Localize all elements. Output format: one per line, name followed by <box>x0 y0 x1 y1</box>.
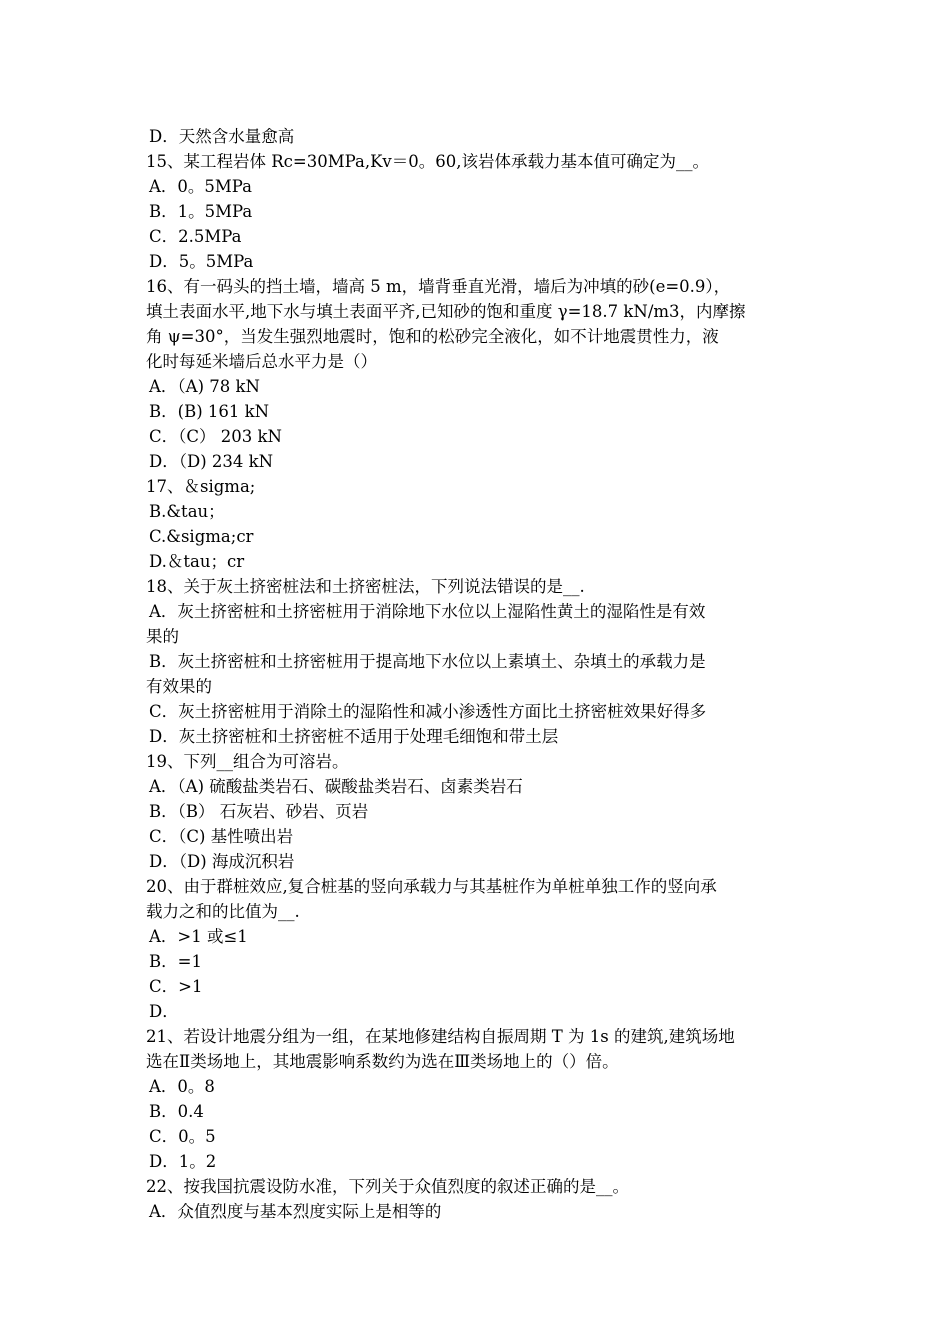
answer-option-line: B．0.4 <box>149 1102 204 1121</box>
answer-option-line: C．（C） 203 kN <box>149 427 282 446</box>
answer-option-line: A．（A) 78 kN <box>149 377 260 396</box>
question-text-line: 20、由于群桩效应,复合桩基的竖向承载力与其基桩作为单桩单独工作的竖向承 <box>146 877 717 896</box>
answer-option-line: D．（D) 234 kN <box>149 452 274 471</box>
question-text-line: 16、有一码头的挡土墙，墙高 5 m，墙背垂直光滑，墙后为冲填的砂(e=0.9）， <box>146 277 731 296</box>
answer-option-line: D．1。2 <box>149 1152 217 1171</box>
answer-option-line: B．（B） 石灰岩、砂岩、页岩 <box>149 802 369 821</box>
answer-option-line: B．1。5MPa <box>149 202 253 221</box>
question-text-line: 载力之和的比值为__. <box>146 902 300 921</box>
answer-option-line: B．=1 <box>149 952 202 971</box>
answer-option-line: D．5。5MPa <box>149 252 254 271</box>
answer-option-line: C．2.5MPa <box>149 227 242 246</box>
document-body <box>146 124 810 1224</box>
question-text-line: 17、＆sigma; <box>146 477 256 496</box>
question-text-line: 果的 <box>146 627 179 646</box>
answer-option-line: D． <box>149 1002 179 1021</box>
question-text-line: 填土表面水平,地下水与填土表面平齐,已知砂的饱和重度 γ=18.7 kN/m3，内摩擦 <box>146 302 746 321</box>
answer-option-line: A．0。8 <box>149 1077 215 1096</box>
question-text-line: 选在Ⅱ类场地上，其地震影响系数约为选在Ⅲ类场地上的（）倍。 <box>146 1052 619 1071</box>
answer-option-line: D．（D) 海成沉积岩 <box>149 852 295 871</box>
question-text-line: 22、按我国抗震设防水准，下列关于众值烈度的叙述正确的是__。 <box>146 1177 629 1196</box>
answer-option-line: C．0。5 <box>149 1127 216 1146</box>
question-text-line: 化时每延米墙后总水平力是（） <box>146 352 377 371</box>
question-text-line: 19、下列__组合为可溶岩。 <box>146 752 349 771</box>
answer-option-line: C．>1 <box>149 977 203 996</box>
answer-option-line: C．（C) 基性喷出岩 <box>149 827 294 846</box>
answer-option-line: A．0。5MPa <box>149 177 253 196</box>
answer-option-line: B．(B) 161 kN <box>149 402 270 421</box>
question-text-line: 18、关于灰土挤密桩法和土挤密桩法，下列说法错误的是__. <box>146 577 585 596</box>
answer-option-line: B．灰土挤密桩和土挤密桩用于提高地下水位以上素填土、杂填土的承载力是 <box>149 652 706 671</box>
answer-option-line: B.&tau； <box>149 502 225 521</box>
answer-option-line: D．灰土挤密桩和土挤密桩不适用于处理毛细饱和带土层 <box>149 727 559 746</box>
question-text-line: 有效果的 <box>146 677 212 696</box>
answer-option-line: A．（A) 硫酸盐类岩石、碳酸盐类岩石、卤素类岩石 <box>149 777 523 796</box>
answer-option-line: C.&sigma;cr <box>149 527 254 546</box>
question-text-line: 角 ψ=30°，当发生强烈地震时，饱和的松砂完全液化，如不计地震贯性力，液 <box>146 327 719 346</box>
answer-option-line: A．>1 或≤1 <box>149 927 248 946</box>
answer-option-line: D.＆tau；cr <box>149 552 245 571</box>
answer-option-line: A．众值烈度与基本烈度实际上是相等的 <box>149 1202 442 1221</box>
question-text-line: 21、若设计地震分组为一组，在某地修建结构自振周期 T 为 1s 的建筑,建筑场地 <box>146 1027 735 1046</box>
answer-option-line: C．灰土挤密桩用于消除土的湿陷性和减小渗透性方面比土挤密桩效果好得多 <box>149 702 707 721</box>
question-text-line: 15、某工程岩体 Rc=30MPa,Kv＝0。60,该岩体承载力基本值可确定为__。 <box>146 152 709 171</box>
answer-option-line: D．天然含水量愈高 <box>149 127 295 146</box>
answer-option-line: A．灰土挤密桩和土挤密桩用于消除地下水位以上湿陷性黄土的湿陷性是有效 <box>149 602 706 621</box>
